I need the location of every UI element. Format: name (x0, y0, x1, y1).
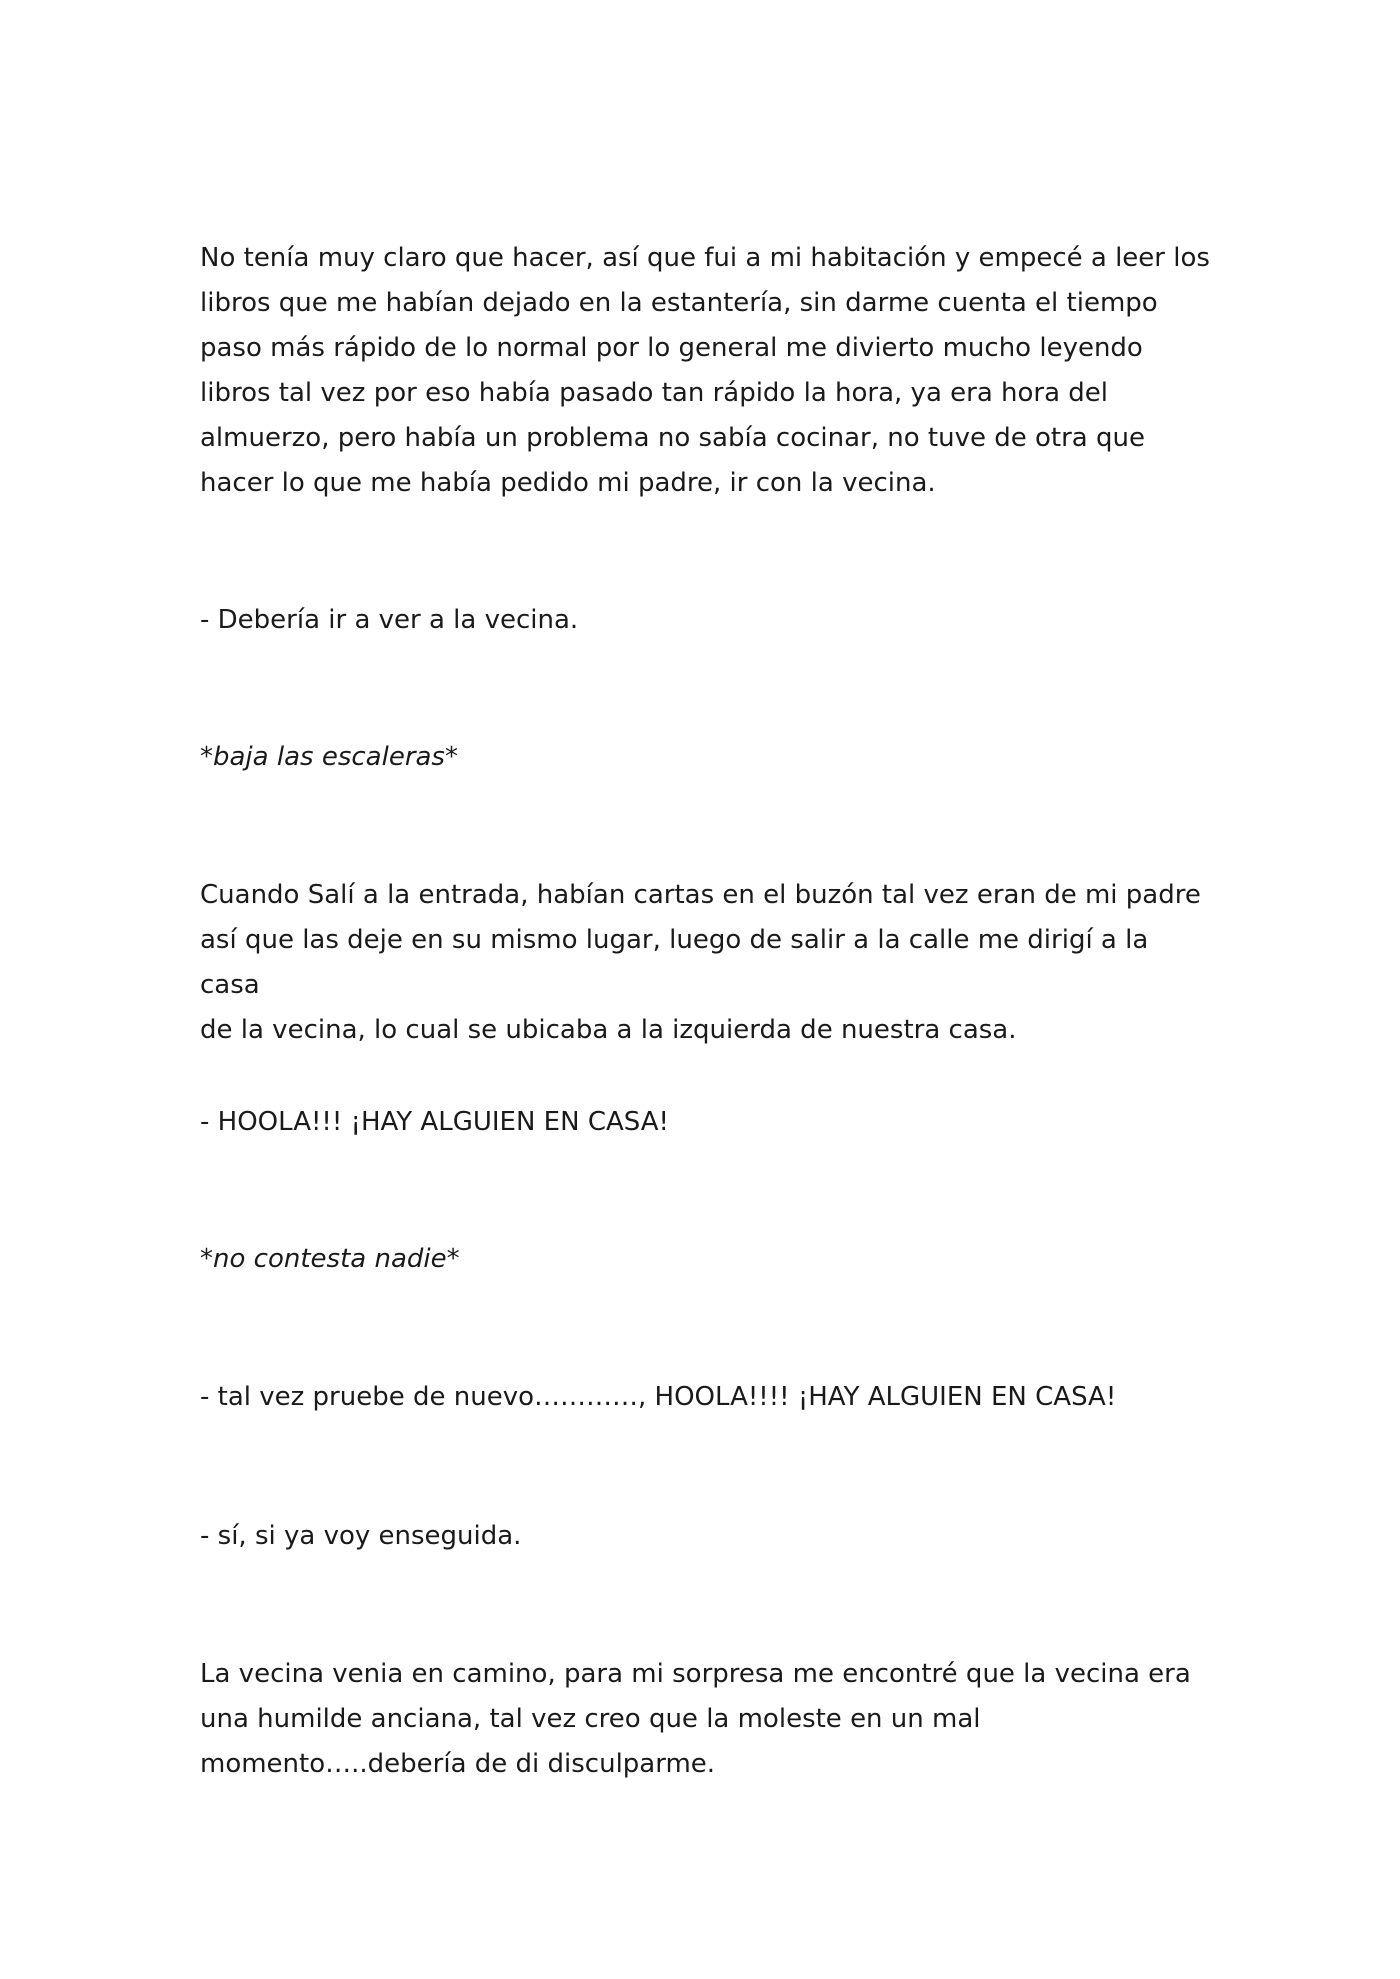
stage-direction: *no contesta nadie* (200, 1244, 460, 1274)
narrative-paragraph: La vecina venia en camino, para mi sorpresa me encontré que la vecina era una humilde anciana, tal vez creo que la moleste en un mal momento…..debería de di disculparme. (200, 1659, 1191, 1779)
narrative-paragraph: Cuando Salí a la entrada, habían cartas en el buzón tal vez eran de mi padre así que las deje en su mismo lugar, luego de salir a la calle me dirigí a la casa de la vecina, lo cual se ubicaba a la izquierda de nuestra casa. (200, 880, 1201, 1045)
dialogue-line: - tal vez pruebe de nuevo…………, HOOLA!!!! ¡HAY ALGUIEN EN CASA! (200, 1382, 1117, 1412)
dialogue-line: - HOOLA!!! ¡HAY ALGUIEN EN CASA! (200, 1107, 669, 1137)
stage-direction: *baja las escaleras* (200, 742, 458, 772)
dialogue-line: - Debería ir a ver a la vecina. (200, 605, 579, 635)
narrative-paragraph: No tenía muy claro que hacer, así que fui a mi habitación y empecé a leer los libros que me habían dejado en la estantería, sin darme cuenta el tiempo paso más rápido de lo normal por lo general me divierto mucho leyendo libros tal vez por eso había pasado tan rápido la hora, ya era hora del almuerzo, pero había un problema no sabía cocinar, no tuve de otra que hacer lo que me había pedido mi padre, ir con la vecina. (200, 243, 1210, 498)
dialogue-line: - sí, si ya voy enseguida. (200, 1521, 522, 1551)
